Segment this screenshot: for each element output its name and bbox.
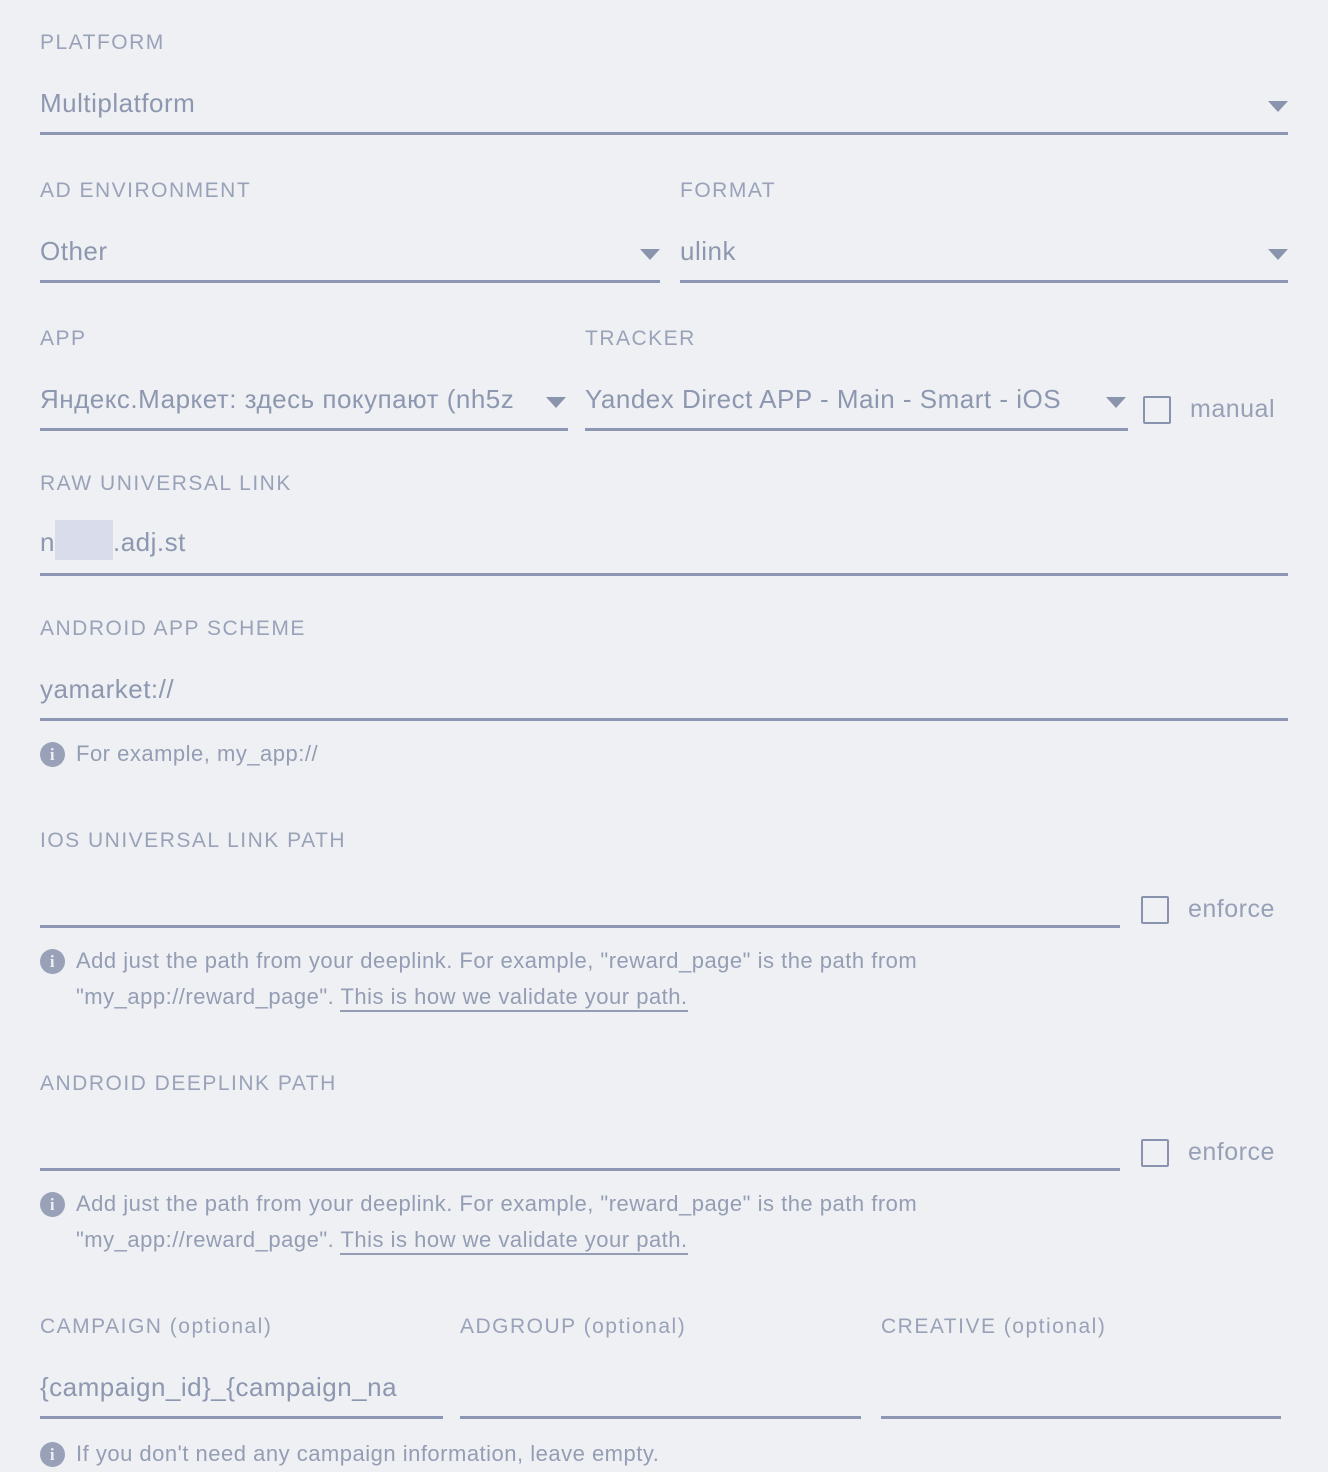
enforce-checkbox-label: enforce bbox=[1188, 1138, 1275, 1166]
field-platform bbox=[40, 30, 1288, 135]
row-campaign-adgroup-creative bbox=[40, 1314, 1288, 1419]
ad-environment-value: Other bbox=[40, 236, 108, 266]
field-ios-universal-link-path bbox=[40, 828, 1288, 1015]
ios-enforce-checkbox-group bbox=[1141, 895, 1275, 924]
ad-environment-label: AD ENVIRONMENT bbox=[40, 179, 252, 202]
ios-path-hint bbox=[40, 943, 1288, 1015]
manual-checkbox[interactable] bbox=[1143, 396, 1171, 424]
campaign-hint bbox=[40, 1436, 1288, 1472]
raw-universal-link-label: RAW UNIVERSAL LINK bbox=[40, 472, 292, 495]
tracker-value: Yandex Direct APP - Main - Smart - iOS bbox=[585, 384, 1062, 414]
info-icon: i bbox=[40, 742, 65, 767]
enforce-checkbox[interactable] bbox=[1141, 1139, 1169, 1167]
campaign-value: {campaign_id}_{campaign_na bbox=[40, 1372, 398, 1402]
chevron-down-icon bbox=[1106, 397, 1126, 408]
chevron-down-icon bbox=[546, 397, 566, 408]
android-enforce-checkbox-group bbox=[1141, 1138, 1275, 1167]
redacted-subdomain bbox=[55, 520, 113, 560]
hint-text: Add just the path from your deeplink. For example, "reward_page" is the path from "my_app://reward_page". This is how we validate your path. bbox=[76, 1186, 917, 1258]
adgroup-input[interactable] bbox=[460, 1340, 861, 1419]
app-value: Яндекс.Маркет: здесь покупают (nh5z bbox=[40, 384, 515, 414]
raw-universal-link-input[interactable] bbox=[40, 497, 1288, 576]
enforce-checkbox-label: enforce bbox=[1188, 895, 1275, 923]
creative-input[interactable] bbox=[881, 1340, 1281, 1419]
tracker-select[interactable] bbox=[585, 352, 1128, 431]
field-app bbox=[40, 326, 568, 431]
row-app-tracker bbox=[40, 326, 1288, 431]
raw-universal-link-value: n .adj.st bbox=[40, 520, 186, 560]
manual-checkbox-label: manual bbox=[1190, 395, 1275, 423]
format-label: FORMAT bbox=[680, 179, 777, 202]
enforce-checkbox[interactable] bbox=[1141, 896, 1169, 924]
ios-universal-link-path-label: IOS UNIVERSAL LINK PATH bbox=[40, 829, 347, 852]
adgroup-label: ADGROUP (optional) bbox=[460, 1315, 687, 1338]
ios-universal-link-path-input[interactable] bbox=[40, 854, 1120, 928]
android-deeplink-path-label: ANDROID DEEPLINK PATH bbox=[40, 1072, 337, 1095]
campaign-label: CAMPAIGN (optional) bbox=[40, 1315, 273, 1338]
ios-path-row bbox=[40, 854, 1288, 928]
app-label: APP bbox=[40, 327, 87, 350]
android-app-scheme-hint bbox=[40, 736, 1288, 772]
row-adenv-format bbox=[40, 178, 1288, 283]
field-adgroup bbox=[460, 1314, 861, 1419]
info-icon: i bbox=[40, 1442, 65, 1467]
creative-label: CREATIVE (optional) bbox=[881, 1315, 1107, 1338]
chevron-down-icon bbox=[1268, 101, 1288, 112]
tracker-label: TRACKER bbox=[585, 327, 696, 350]
platform-value: Multiplatform bbox=[40, 88, 196, 118]
chevron-down-icon bbox=[1268, 249, 1288, 260]
android-path-row bbox=[40, 1097, 1288, 1171]
field-android-deeplink-path bbox=[40, 1071, 1288, 1258]
field-raw-universal-link bbox=[40, 471, 1288, 576]
info-icon: i bbox=[40, 949, 65, 974]
field-format bbox=[680, 178, 1288, 283]
hint-text: Add just the path from your deeplink. For example, "reward_page" is the path from "my_app://reward_page". This is how we validate your path. bbox=[76, 943, 917, 1015]
chevron-down-icon bbox=[640, 249, 660, 260]
hint-text: For example, my_app:// bbox=[76, 741, 319, 766]
android-app-scheme-value: yamarket:// bbox=[40, 674, 175, 704]
app-select[interactable] bbox=[40, 352, 568, 431]
android-deeplink-path-input[interactable] bbox=[40, 1097, 1120, 1171]
manual-checkbox-group bbox=[1143, 395, 1275, 424]
campaign-input[interactable] bbox=[40, 1340, 443, 1419]
platform-label: PLATFORM bbox=[40, 31, 165, 54]
format-select[interactable] bbox=[680, 204, 1288, 283]
android-app-scheme-input[interactable] bbox=[40, 642, 1288, 721]
field-ad-environment bbox=[40, 178, 660, 283]
path-validation-link[interactable]: This is how we validate your path. bbox=[340, 1227, 687, 1255]
field-creative bbox=[881, 1314, 1281, 1419]
android-path-hint bbox=[40, 1186, 1288, 1258]
ad-environment-select[interactable] bbox=[40, 204, 660, 283]
format-value: ulink bbox=[680, 236, 736, 266]
field-android-app-scheme bbox=[40, 616, 1288, 772]
field-tracker bbox=[585, 326, 1128, 431]
android-app-scheme-label: ANDROID APP SCHEME bbox=[40, 617, 306, 640]
info-icon: i bbox=[40, 1192, 65, 1217]
path-validation-link[interactable]: This is how we validate your path. bbox=[340, 984, 687, 1012]
hint-text: If you don't need any campaign information, leave empty. bbox=[76, 1441, 660, 1466]
platform-select[interactable] bbox=[40, 56, 1288, 135]
field-campaign bbox=[40, 1314, 443, 1419]
